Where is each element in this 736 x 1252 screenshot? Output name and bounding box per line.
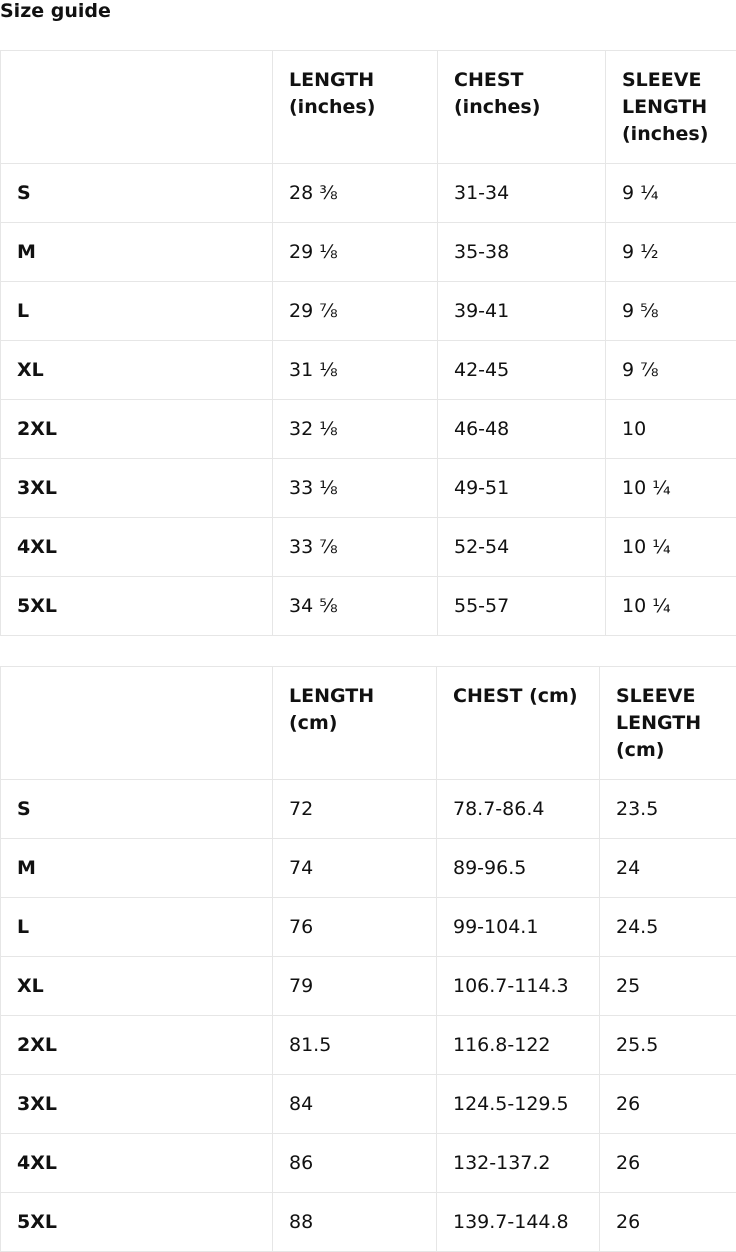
table-body <box>1 780 736 1252</box>
header-size <box>1 51 273 164</box>
table-row <box>1 223 736 282</box>
chest-cell: 52-54 <box>438 518 606 577</box>
length-cell: 32 ⅛ <box>273 400 438 459</box>
chest-cell: 49-51 <box>438 459 606 518</box>
length-cell: 86 <box>273 1134 437 1193</box>
length-cell: 76 <box>273 898 437 957</box>
table-body <box>1 164 736 636</box>
length-cell: 29 ⅞ <box>273 282 438 341</box>
header-line: LENGTH <box>616 712 702 734</box>
chest-cell: 89-96.5 <box>437 839 600 898</box>
table-row <box>1 898 736 957</box>
sleeve-length-cell: 25.5 <box>600 1016 736 1075</box>
table-row <box>1 518 736 577</box>
header-line: SLEEVE <box>616 685 696 707</box>
header-line: (cm) <box>616 739 665 761</box>
size-cell: 5XL <box>1 1193 273 1252</box>
size-cell: 2XL <box>1 1016 273 1075</box>
sleeve-length-cell: 9 ½ <box>606 223 736 282</box>
length-cell: 79 <box>273 957 437 1016</box>
header-line: (inches) <box>289 96 376 118</box>
size-cell: 2XL <box>1 400 273 459</box>
table-row <box>1 1134 736 1193</box>
length-cell: 33 ⅞ <box>273 518 438 577</box>
size-cell: 4XL <box>1 518 273 577</box>
table-row <box>1 341 736 400</box>
sleeve-length-cell: 10 <box>606 400 736 459</box>
chest-cell: 39-41 <box>438 282 606 341</box>
table-row <box>1 839 736 898</box>
length-cell: 72 <box>273 780 437 839</box>
chest-cell: 139.7-144.8 <box>437 1193 600 1252</box>
chest-cell: 116.8-122 <box>437 1016 600 1075</box>
size-cell: XL <box>1 957 273 1016</box>
table-row <box>1 164 736 223</box>
size-cell: 3XL <box>1 1075 273 1134</box>
size-cell: L <box>1 282 273 341</box>
length-cell: 31 ⅛ <box>273 341 438 400</box>
size-cell: S <box>1 164 273 223</box>
table-header-row <box>1 667 736 780</box>
header-line: CHEST <box>454 69 524 91</box>
header-line: CHEST (cm) <box>453 685 578 707</box>
table-row <box>1 577 736 636</box>
header-sleeve-length <box>606 51 736 164</box>
size-table-cm <box>0 666 736 1252</box>
chest-cell: 46-48 <box>438 400 606 459</box>
sleeve-length-cell: 26 <box>600 1193 736 1252</box>
header-line: SLEEVE <box>622 69 702 91</box>
length-cell: 88 <box>273 1193 437 1252</box>
chest-cell: 35-38 <box>438 223 606 282</box>
chest-cell: 132-137.2 <box>437 1134 600 1193</box>
size-cell: XL <box>1 341 273 400</box>
length-cell: 33 ⅛ <box>273 459 438 518</box>
header-chest <box>438 51 606 164</box>
length-cell: 84 <box>273 1075 437 1134</box>
length-cell: 81.5 <box>273 1016 437 1075</box>
header-line: (cm) <box>289 712 338 734</box>
table-row <box>1 1193 736 1252</box>
header-size <box>1 667 273 780</box>
chest-cell: 31-34 <box>438 164 606 223</box>
sleeve-length-cell: 10 ¼ <box>606 459 736 518</box>
chest-cell: 124.5-129.5 <box>437 1075 600 1134</box>
table-row <box>1 1016 736 1075</box>
sleeve-length-cell: 26 <box>600 1134 736 1193</box>
table-header-row <box>1 51 736 164</box>
header-line: (inches) <box>454 96 541 118</box>
sleeve-length-cell: 25 <box>600 957 736 1016</box>
chest-cell: 42-45 <box>438 341 606 400</box>
size-cell: 4XL <box>1 1134 273 1193</box>
header-chest <box>437 667 600 780</box>
table-row <box>1 1075 736 1134</box>
size-cell: M <box>1 839 273 898</box>
header-length <box>273 51 438 164</box>
table-row <box>1 957 736 1016</box>
table-row <box>1 282 736 341</box>
size-cell: L <box>1 898 273 957</box>
sleeve-length-cell: 9 ¼ <box>606 164 736 223</box>
table-row <box>1 780 736 839</box>
sleeve-length-cell: 10 ¼ <box>606 518 736 577</box>
chest-cell: 99-104.1 <box>437 898 600 957</box>
header-line: LENGTH <box>289 685 375 707</box>
length-cell: 34 ⅝ <box>273 577 438 636</box>
table-row <box>1 459 736 518</box>
size-cell: 5XL <box>1 577 273 636</box>
size-cell: 3XL <box>1 459 273 518</box>
sleeve-length-cell: 24 <box>600 839 736 898</box>
sleeve-length-cell: 10 ¼ <box>606 577 736 636</box>
chest-cell: 78.7-86.4 <box>437 780 600 839</box>
page-title: Size guide <box>0 0 111 22</box>
length-cell: 29 ⅛ <box>273 223 438 282</box>
sleeve-length-cell: 9 ⅞ <box>606 341 736 400</box>
header-sleeve-length <box>600 667 736 780</box>
sleeve-length-cell: 24.5 <box>600 898 736 957</box>
header-line: LENGTH <box>289 69 375 91</box>
length-cell: 74 <box>273 839 437 898</box>
size-cell: M <box>1 223 273 282</box>
sleeve-length-cell: 26 <box>600 1075 736 1134</box>
sleeve-length-cell: 23.5 <box>600 780 736 839</box>
header-length <box>273 667 437 780</box>
chest-cell: 106.7-114.3 <box>437 957 600 1016</box>
chest-cell: 55-57 <box>438 577 606 636</box>
size-cell: S <box>1 780 273 839</box>
header-line: LENGTH <box>622 96 708 118</box>
size-table-inches <box>0 50 736 636</box>
sleeve-length-cell: 9 ⅝ <box>606 282 736 341</box>
table-row <box>1 400 736 459</box>
header-line: (inches) <box>622 123 709 145</box>
length-cell: 28 ⅜ <box>273 164 438 223</box>
